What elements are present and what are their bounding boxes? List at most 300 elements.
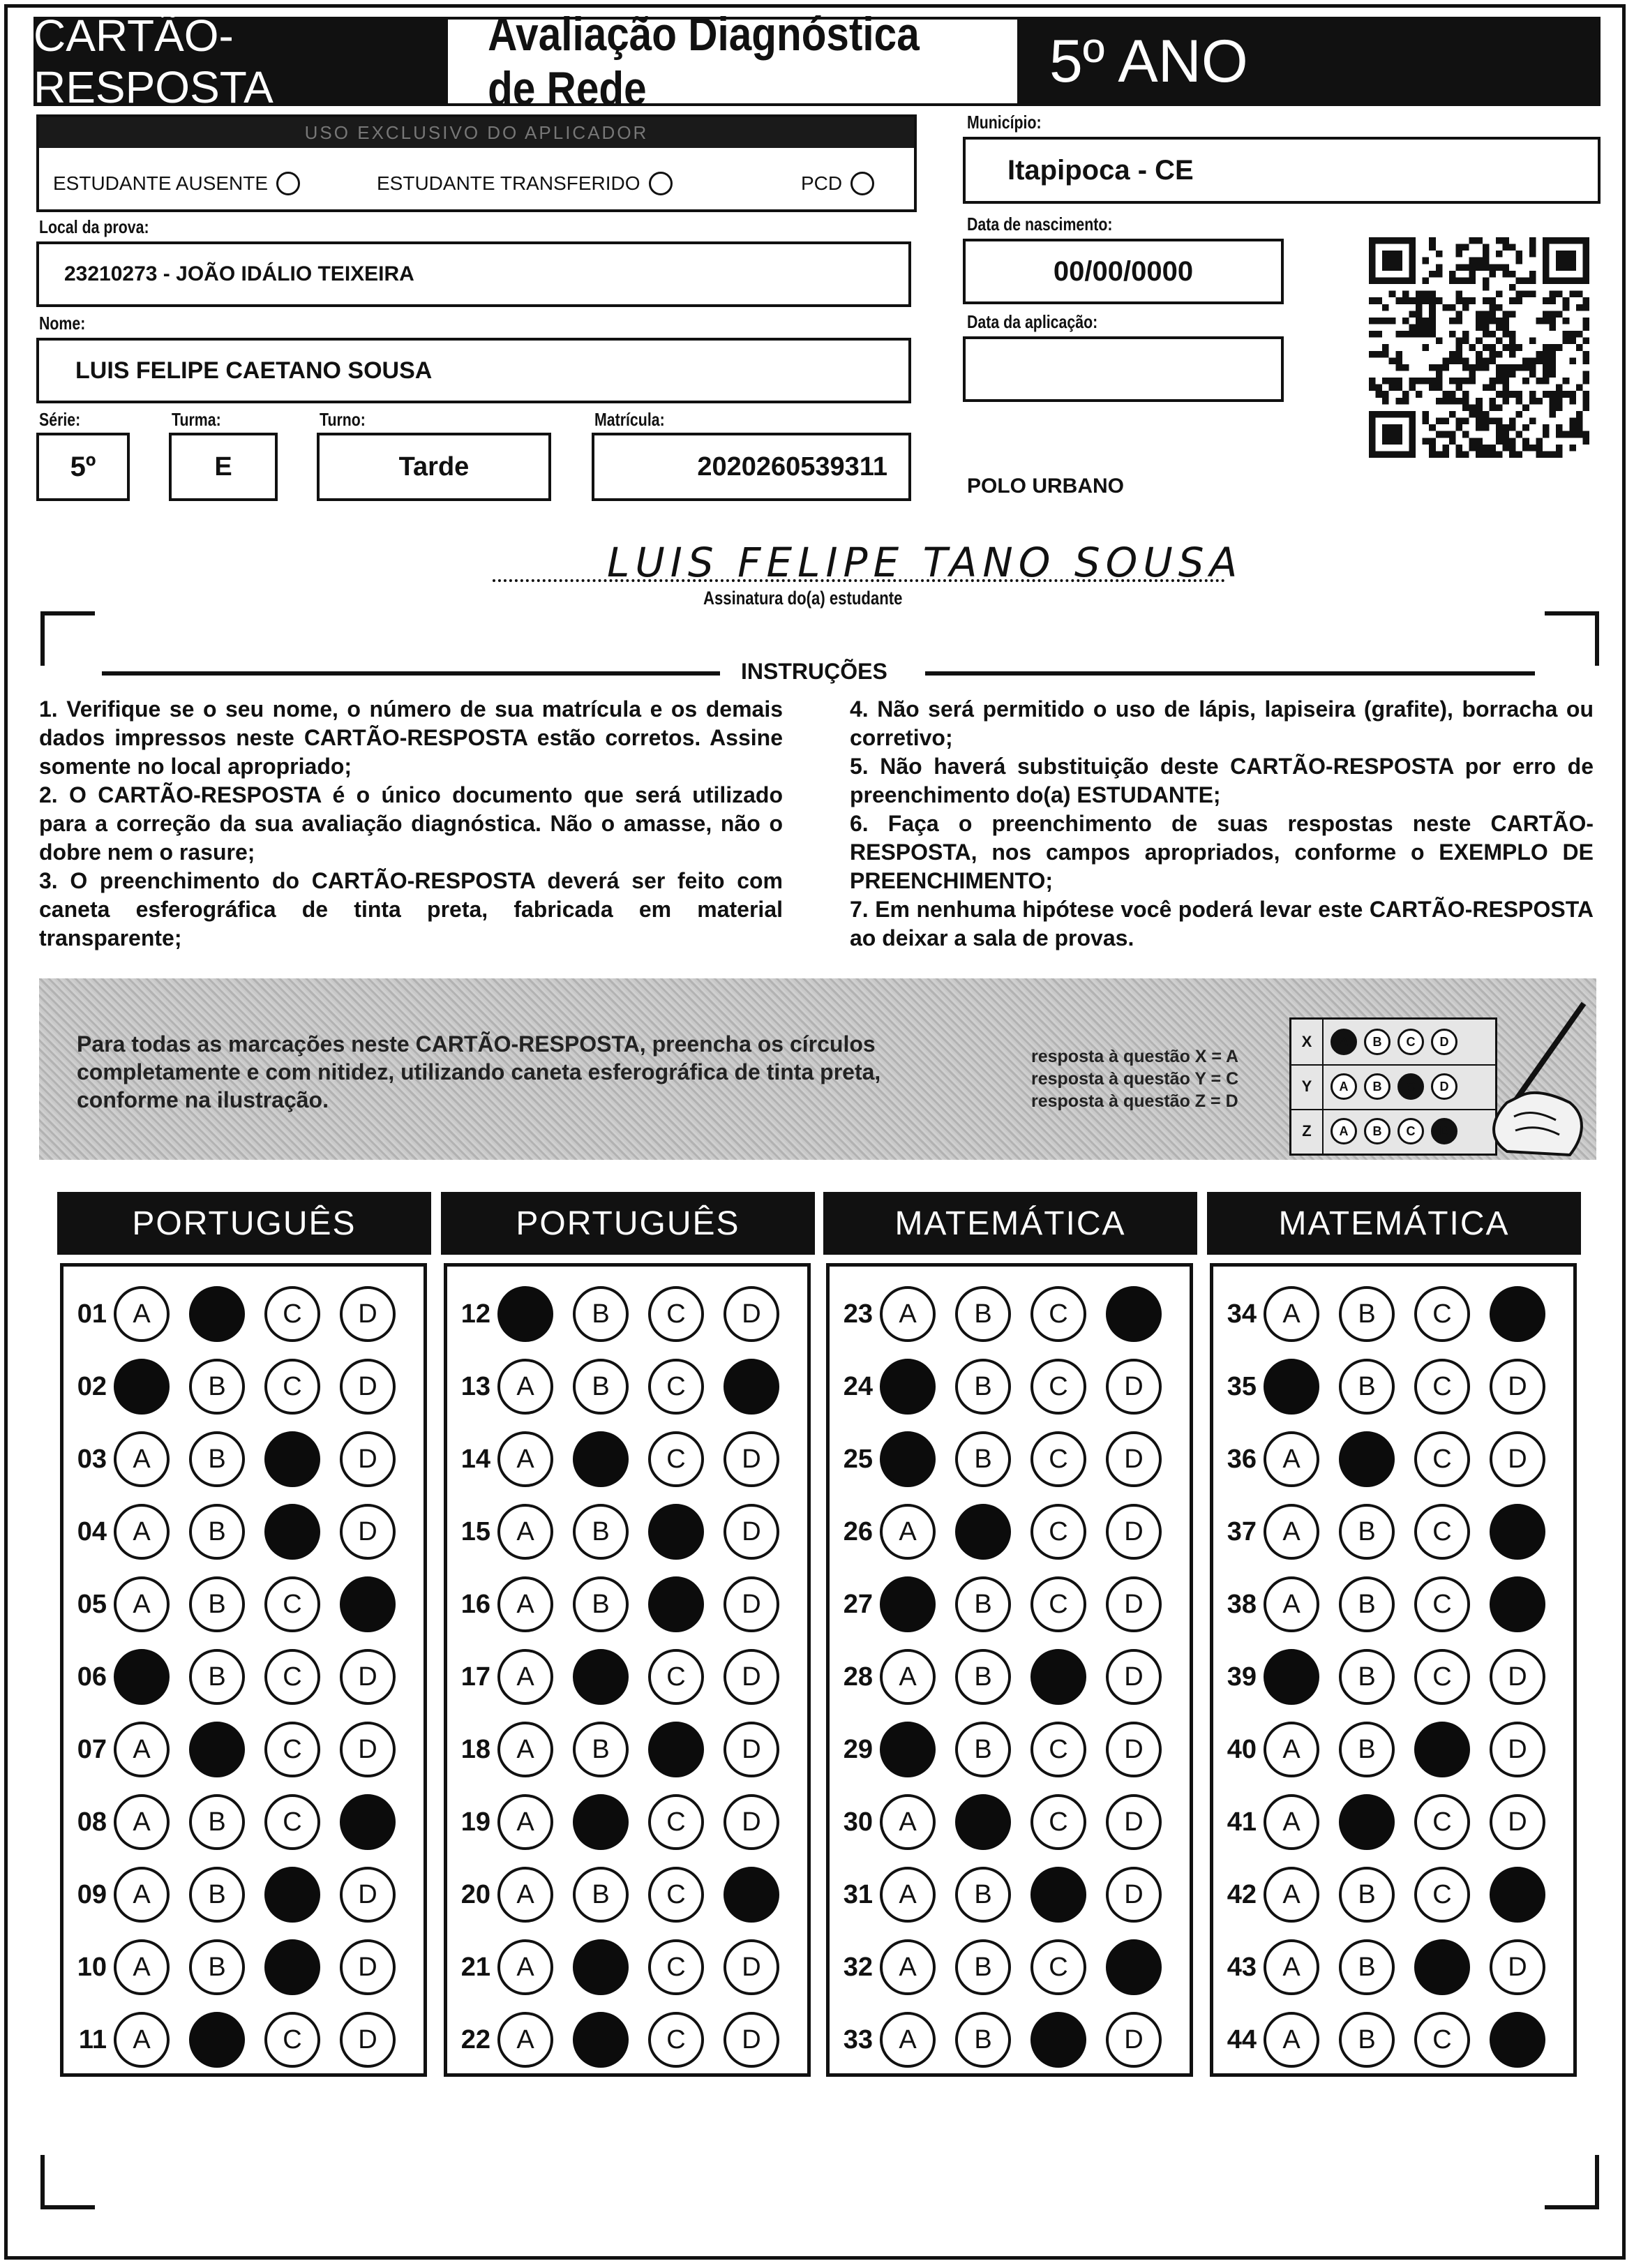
answer-bubble-d[interactable]: D — [340, 1431, 396, 1487]
serie-label: Série: — [39, 409, 81, 430]
instruction-item: 1. Verifique se o seu nome, o número de sua matrícula e os demais dados impressos neste CARTÃO-RESPOSTA estão corretos. Assine somente no local apropriado; — [39, 696, 783, 779]
exam-title-text: Avaliação Diagnóstica de Rede — [488, 8, 920, 115]
question-number: 26 — [843, 1516, 873, 1546]
example-bubble-d: D — [1431, 1073, 1457, 1100]
answer-bubble-c[interactable] — [264, 1939, 320, 1995]
answer-bubble-b[interactable]: B — [955, 1576, 1011, 1632]
answer-bubble-d[interactable]: D — [724, 1286, 779, 1342]
answer-bubble-c[interactable] — [1414, 1939, 1470, 1995]
answer-bubble-a[interactable]: A — [1264, 1431, 1319, 1487]
answer-bubble-c[interactable]: C — [1414, 1649, 1470, 1705]
answer-bubble-b[interactable]: B — [1339, 1649, 1395, 1705]
answer-bubble-d[interactable]: D — [340, 1359, 396, 1415]
signature-caption: Assinatura do(a) estudante — [703, 588, 903, 609]
question-row — [830, 1863, 1181, 1927]
answer-bubble-d[interactable] — [1106, 1286, 1162, 1342]
example-z-label: resposta à questão Z = D — [1031, 1091, 1238, 1111]
question-row — [63, 1355, 415, 1419]
question-row — [63, 1717, 415, 1782]
question-number: 01 — [77, 1299, 107, 1329]
answer-bubble-b[interactable] — [955, 1504, 1011, 1560]
answer-bubble-d[interactable]: D — [724, 1794, 779, 1850]
answer-bubble-a[interactable]: A — [1264, 1504, 1319, 1560]
instruction-item: 6. Faça o preenchimento de suas respostas neste CARTÃO-RESPOSTA, nos campos apropriados, conforme o EXEMPLO DE PREENCHIMENTO; — [850, 811, 1594, 893]
answer-bubble-b[interactable]: B — [573, 1576, 629, 1632]
answer-bubble-a[interactable] — [497, 1286, 553, 1342]
answer-bubble-d[interactable]: D — [1490, 1939, 1545, 1995]
answer-bubble-d[interactable]: D — [340, 1504, 396, 1560]
answer-bubble-b[interactable] — [955, 1794, 1011, 1850]
answer-bubble-b[interactable]: B — [1339, 1504, 1395, 1560]
answer-bubble-d[interactable] — [340, 1576, 396, 1632]
answer-bubble-c[interactable]: C — [264, 1286, 320, 1342]
answer-bubble-a[interactable]: A — [114, 1431, 170, 1487]
answer-bubble-a[interactable] — [880, 1722, 936, 1777]
example-bubble-c: C — [1397, 1029, 1424, 1055]
answer-bubble-d[interactable]: D — [1106, 1576, 1162, 1632]
question-row — [1213, 1935, 1565, 1999]
answer-bubble-a[interactable]: A — [880, 2012, 936, 2068]
answer-bubble-d[interactable]: D — [340, 1867, 396, 1923]
question-row — [447, 1645, 799, 1709]
answer-bubble-b[interactable]: B — [955, 1286, 1011, 1342]
answer-bubble-b[interactable] — [189, 2012, 245, 2068]
answer-bubble-d[interactable] — [340, 1794, 396, 1850]
question-number: 23 — [843, 1299, 873, 1329]
answer-bubble-a[interactable]: A — [497, 1867, 553, 1923]
answer-bubble-d[interactable] — [1106, 1939, 1162, 1995]
answer-bubble-b[interactable]: B — [189, 1939, 245, 1995]
answer-bubble-c[interactable] — [264, 1431, 320, 1487]
answer-bubble-a[interactable]: A — [1264, 2012, 1319, 2068]
nome-field — [36, 338, 911, 403]
answer-bubble-b[interactable]: B — [189, 1576, 245, 1632]
answer-bubble-c[interactable] — [264, 1867, 320, 1923]
turma-label: Turma: — [172, 409, 221, 430]
question-row — [447, 1717, 799, 1782]
answer-bubble-d[interactable]: D — [1490, 1431, 1545, 1487]
answer-bubble-d[interactable] — [724, 1867, 779, 1923]
answer-bubble-d[interactable]: D — [724, 1722, 779, 1777]
card-title: CARTÃO-RESPOSTA — [33, 17, 448, 106]
answer-bubble-b[interactable]: B — [955, 2012, 1011, 2068]
answer-bubble-a[interactable]: A — [497, 1939, 553, 1995]
answer-bubble-b[interactable]: B — [955, 1722, 1011, 1777]
question-number: 15 — [460, 1516, 490, 1546]
answer-bubble-c[interactable] — [1030, 2012, 1086, 2068]
answer-bubble-b[interactable]: B — [573, 1359, 629, 1415]
question-number: 04 — [77, 1516, 107, 1546]
answer-bubble-d[interactable]: D — [724, 1431, 779, 1487]
answer-bubble-c[interactable] — [264, 1504, 320, 1560]
answer-bubble-c[interactable] — [648, 1722, 704, 1777]
answer-bubble-d[interactable]: D — [724, 1504, 779, 1560]
question-row — [63, 1282, 415, 1346]
question-row — [447, 1935, 799, 1999]
example-row-key: Y — [1291, 1064, 1324, 1109]
matricula-label: Matrícula: — [594, 409, 665, 430]
answer-bubble-d[interactable]: D — [724, 1939, 779, 1995]
answer-bubble-c[interactable]: C — [1414, 2012, 1470, 2068]
answer-bubble-b[interactable]: B — [955, 1431, 1011, 1487]
answer-bubble-c[interactable]: C — [264, 1576, 320, 1632]
question-number: 20 — [460, 1879, 490, 1909]
answer-bubble-b[interactable] — [573, 1794, 629, 1850]
answer-bubble-a[interactable]: A — [497, 1431, 553, 1487]
answer-bubble-c[interactable] — [1414, 1722, 1470, 1777]
example-bubble-a: A — [1331, 1118, 1357, 1144]
answer-bubble-c[interactable]: C — [1030, 1359, 1086, 1415]
answer-bubble-c[interactable]: C — [648, 1286, 704, 1342]
answer-bubble-c[interactable]: C — [648, 1939, 704, 1995]
question-number: 31 — [843, 1879, 873, 1909]
transferido-circle[interactable] — [649, 172, 673, 195]
question-row — [63, 1863, 415, 1927]
answer-bubble-d[interactable]: D — [340, 1649, 396, 1705]
answer-bubble-c[interactable]: C — [1414, 1431, 1470, 1487]
answer-column — [1210, 1263, 1577, 2077]
answer-bubble-d[interactable]: D — [1490, 1649, 1545, 1705]
instruction-item: 7. Em nenhuma hipótese você poderá levar este CARTÃO-RESPOSTA ao deixar a sala de provas. — [850, 897, 1594, 950]
answer-bubble-b[interactable]: B — [1339, 1939, 1395, 1995]
answer-bubble-a[interactable]: A — [1264, 1794, 1319, 1850]
answer-bubble-d[interactable]: D — [1490, 1722, 1545, 1777]
example-bubble-a: A — [1331, 1029, 1357, 1055]
answer-bubble-d[interactable]: D — [340, 1286, 396, 1342]
nascimento-field — [963, 239, 1284, 304]
question-row — [447, 1355, 799, 1419]
turno-label: Turno: — [320, 409, 366, 430]
municipio-label: Município: — [967, 112, 1042, 133]
answer-bubble-a[interactable]: A — [497, 1359, 553, 1415]
question-row — [63, 1500, 415, 1564]
answer-bubble-b[interactable] — [573, 1939, 629, 1995]
example-bubble-a: A — [1331, 1073, 1357, 1100]
answer-bubble-a[interactable]: A — [114, 1722, 170, 1777]
answer-bubble-d[interactable]: D — [724, 1649, 779, 1705]
answer-bubble-b[interactable]: B — [1339, 1867, 1395, 1923]
question-number: 02 — [77, 1371, 107, 1401]
answer-bubble-c[interactable]: C — [264, 2012, 320, 2068]
answer-bubble-b[interactable]: B — [573, 1867, 629, 1923]
example-bubble-b: B — [1364, 1029, 1391, 1055]
question-number: 24 — [843, 1371, 873, 1401]
question-number: 41 — [1227, 1807, 1257, 1837]
answer-bubble-a[interactable]: A — [880, 1794, 936, 1850]
answer-bubble-c[interactable]: C — [1030, 1286, 1086, 1342]
question-row — [1213, 1863, 1565, 1927]
answer-bubble-c[interactable]: C — [1414, 1867, 1470, 1923]
answer-bubble-b[interactable] — [573, 2012, 629, 2068]
answer-bubble-c[interactable]: C — [1030, 1576, 1086, 1632]
answer-bubble-b[interactable] — [573, 1431, 629, 1487]
answer-bubble-d[interactable] — [724, 1359, 779, 1415]
answer-bubble-a[interactable]: A — [114, 1504, 170, 1560]
answer-bubble-c[interactable]: C — [648, 1649, 704, 1705]
answer-bubble-a[interactable]: A — [114, 1576, 170, 1632]
answer-bubble-d[interactable] — [1490, 1867, 1545, 1923]
answer-bubble-a[interactable]: A — [497, 1794, 553, 1850]
banner-text: Para todas as marcações neste CARTÃO-RESPOSTA, preencha os círculos completamente e com nitidez, utilizando caneta esferográfica de tinta preta, conforme na ilustração. — [77, 1031, 881, 1112]
answer-bubble-d[interactable] — [1490, 1576, 1545, 1632]
answer-bubble-a[interactable]: A — [497, 1649, 553, 1705]
answer-bubble-b[interactable]: B — [573, 1286, 629, 1342]
answer-bubble-d[interactable]: D — [1106, 1649, 1162, 1705]
question-row — [447, 1282, 799, 1346]
answer-bubble-b[interactable] — [1339, 1431, 1395, 1487]
local-field — [36, 241, 911, 307]
answer-bubble-c[interactable]: C — [1414, 1359, 1470, 1415]
answer-bubble-b[interactable] — [189, 1722, 245, 1777]
answer-bubble-c[interactable]: C — [648, 2012, 704, 2068]
question-row — [1213, 1355, 1565, 1419]
question-row — [447, 1427, 799, 1491]
question-number: 34 — [1227, 1299, 1257, 1329]
section-title: MATEMÁTICA — [1207, 1192, 1581, 1255]
answer-bubble-a[interactable] — [880, 1431, 936, 1487]
answer-bubble-d[interactable]: D — [340, 1939, 396, 1995]
answer-bubble-b[interactable]: B — [1339, 1359, 1395, 1415]
local-label: Local da prova: — [39, 216, 149, 237]
answer-bubble-a[interactable]: A — [114, 1794, 170, 1850]
question-row — [830, 1427, 1181, 1491]
answer-bubble-b[interactable]: B — [189, 1649, 245, 1705]
answer-bubble-b[interactable] — [573, 1649, 629, 1705]
answer-bubble-c[interactable]: C — [264, 1649, 320, 1705]
answer-bubble-b[interactable]: B — [955, 1359, 1011, 1415]
answer-bubble-b[interactable]: B — [189, 1431, 245, 1487]
answer-bubble-a[interactable]: A — [497, 1504, 553, 1560]
answer-bubble-d[interactable]: D — [1106, 1722, 1162, 1777]
instructions-left — [39, 695, 783, 953]
answer-bubble-a[interactable]: A — [114, 1286, 170, 1342]
question-row — [447, 1790, 799, 1854]
local-value: 23210273 - JOÃO IDÁLIO TEIXEIRA — [64, 262, 414, 285]
answer-bubble-a[interactable]: A — [1264, 1722, 1319, 1777]
answer-bubble-c[interactable]: C — [648, 1794, 704, 1850]
question-number: 32 — [843, 1952, 873, 1982]
answer-bubble-c[interactable]: C — [1030, 1722, 1086, 1777]
question-row — [830, 1645, 1181, 1709]
matricula-value: 2020260539311 — [697, 452, 887, 482]
answer-bubble-d[interactable]: D — [340, 2012, 396, 2068]
answer-bubble-a[interactable]: A — [114, 1939, 170, 1995]
municipio-field — [963, 137, 1601, 204]
question-number: 38 — [1227, 1589, 1257, 1619]
question-row — [830, 1717, 1181, 1782]
question-row — [830, 2008, 1181, 2072]
answer-bubble-b[interactable] — [189, 1286, 245, 1342]
qr-code-icon — [1369, 237, 1589, 458]
answer-bubble-a[interactable]: A — [1264, 1939, 1319, 1995]
answer-bubble-c[interactable]: C — [1414, 1576, 1470, 1632]
answer-bubble-c[interactable] — [1030, 1867, 1086, 1923]
section-title: PORTUGUÊS — [441, 1192, 815, 1255]
question-row — [447, 1500, 799, 1564]
question-number: 14 — [460, 1444, 490, 1474]
answer-bubble-c[interactable]: C — [648, 1867, 704, 1923]
section-title: MATEMÁTICA — [823, 1192, 1197, 1255]
answer-bubble-a[interactable]: A — [1264, 1867, 1319, 1923]
question-row — [1213, 1427, 1565, 1491]
aplicacao-field[interactable] — [963, 336, 1284, 402]
answer-bubble-b[interactable]: B — [1339, 2012, 1395, 2068]
answer-bubble-c[interactable]: C — [264, 1794, 320, 1850]
question-number: 19 — [460, 1807, 490, 1837]
answer-bubble-c[interactable]: C — [1414, 1286, 1470, 1342]
answer-bubble-a[interactable] — [114, 1649, 170, 1705]
answer-bubble-d[interactable]: D — [724, 2012, 779, 2068]
section-title: PORTUGUÊS — [57, 1192, 431, 1255]
answer-bubble-a[interactable]: A — [880, 1504, 936, 1560]
ausente-label: ESTUDANTE AUSENTE — [53, 172, 269, 194]
grade-banner: 5º ANO — [1017, 17, 1601, 106]
answer-bubble-c[interactable]: C — [1030, 1431, 1086, 1487]
answer-bubble-d[interactable]: D — [1106, 2012, 1162, 2068]
question-row — [830, 1282, 1181, 1346]
answer-bubble-c[interactable]: C — [1414, 1504, 1470, 1560]
answer-bubble-b[interactable]: B — [955, 1939, 1011, 1995]
answer-column — [826, 1263, 1193, 2077]
question-row — [63, 1427, 415, 1491]
ausente-option[interactable] — [53, 172, 300, 195]
example-x-label: resposta à questão X = A — [1031, 1047, 1239, 1066]
answer-bubble-d[interactable] — [1490, 2012, 1545, 2068]
answer-bubble-d[interactable]: D — [340, 1722, 396, 1777]
nascimento-value: 00/00/0000 — [1053, 255, 1194, 287]
matricula-field — [592, 433, 911, 501]
question-row — [1213, 1500, 1565, 1564]
answer-bubble-a[interactable]: A — [114, 2012, 170, 2068]
answer-bubble-d[interactable] — [1490, 1504, 1545, 1560]
question-row — [830, 1790, 1181, 1854]
answer-bubble-b[interactable]: B — [189, 1359, 245, 1415]
question-number: 37 — [1227, 1516, 1257, 1546]
instruction-item: 4. Não será permitido o uso de lápis, lapiseira (grafite), borracha ou corretivo; — [850, 696, 1594, 750]
answer-bubble-c[interactable]: C — [264, 1359, 320, 1415]
signature-handwriting: LUIS FELIPE TANO SOUSA — [607, 539, 1243, 586]
question-number: 42 — [1227, 1879, 1257, 1909]
answer-bubble-b[interactable]: B — [1339, 1286, 1395, 1342]
answer-bubble-b[interactable]: B — [189, 1504, 245, 1560]
answer-bubble-d[interactable]: D — [1106, 1504, 1162, 1560]
answer-bubble-a[interactable]: A — [880, 1649, 936, 1705]
example-y-label: resposta à questão Y = C — [1031, 1069, 1239, 1089]
answer-bubble-c[interactable]: C — [648, 1359, 704, 1415]
answer-bubble-a[interactable]: A — [497, 1722, 553, 1777]
answer-bubble-b[interactable]: B — [1339, 1576, 1395, 1632]
question-number: 29 — [843, 1734, 873, 1764]
question-number: 05 — [77, 1589, 107, 1619]
instructions-rule-right — [925, 671, 1535, 676]
question-number: 08 — [77, 1807, 107, 1837]
instruction-item: 3. O preenchimento do CARTÃO-RESPOSTA deverá ser feito com caneta esferográfica de tinta preta, fabricada em material transparente; — [39, 868, 783, 950]
answer-bubble-c[interactable]: C — [1030, 1504, 1086, 1560]
answer-bubble-a[interactable]: A — [114, 1867, 170, 1923]
answer-bubble-b[interactable]: B — [955, 1649, 1011, 1705]
question-number: 10 — [77, 1952, 107, 1982]
answer-bubble-b[interactable]: B — [573, 1722, 629, 1777]
answer-bubble-d[interactable]: D — [1106, 1431, 1162, 1487]
answer-bubble-d[interactable]: D — [1106, 1359, 1162, 1415]
answer-bubble-a[interactable] — [1264, 1359, 1319, 1415]
answer-bubble-a[interactable] — [1264, 1649, 1319, 1705]
answer-bubble-c[interactable]: C — [1030, 1939, 1086, 1995]
corner-mark-bottom-right — [1545, 2155, 1599, 2209]
question-row — [1213, 1282, 1565, 1346]
answer-bubble-c[interactable] — [648, 1576, 704, 1632]
question-number: 17 — [460, 1662, 490, 1692]
transferido-option[interactable] — [377, 172, 673, 195]
ausente-circle[interactable] — [276, 172, 300, 195]
answer-bubble-c[interactable]: C — [1414, 1794, 1470, 1850]
question-number: 43 — [1227, 1952, 1257, 1982]
question-row — [830, 1355, 1181, 1419]
answer-bubble-a[interactable]: A — [880, 1867, 936, 1923]
question-number: 06 — [77, 1662, 107, 1692]
answer-bubble-a[interactable] — [880, 1576, 936, 1632]
answer-bubble-a[interactable]: A — [880, 1939, 936, 1995]
answer-bubble-d[interactable]: D — [1106, 1794, 1162, 1850]
answer-bubble-d[interactable] — [1490, 1286, 1545, 1342]
answer-bubble-a[interactable]: A — [497, 1576, 553, 1632]
answer-bubble-d[interactable]: D — [724, 1576, 779, 1632]
answer-column — [444, 1263, 811, 2077]
question-number: 09 — [77, 1879, 107, 1909]
question-number: 03 — [77, 1444, 107, 1474]
instructions-right — [850, 695, 1594, 953]
pcd-option[interactable] — [801, 172, 874, 195]
answer-bubble-a[interactable]: A — [1264, 1576, 1319, 1632]
instructions-title: INSTRUÇÕES — [741, 659, 887, 684]
pcd-circle[interactable] — [850, 172, 874, 195]
question-row — [63, 1935, 415, 1999]
answer-bubble-b[interactable]: B — [955, 1867, 1011, 1923]
answer-bubble-a[interactable]: A — [1264, 1286, 1319, 1342]
corner-mark-bottom-left — [40, 2155, 95, 2209]
instructions-rule-left — [102, 671, 720, 676]
answer-bubble-d[interactable]: D — [1490, 1359, 1545, 1415]
answer-bubble-a[interactable]: A — [880, 1286, 936, 1342]
question-row — [447, 1863, 799, 1927]
answer-bubble-b[interactable]: B — [573, 1504, 629, 1560]
answer-bubble-c[interactable]: C — [264, 1722, 320, 1777]
answer-bubble-b[interactable]: B — [189, 1867, 245, 1923]
answer-bubble-d[interactable]: D — [1106, 1867, 1162, 1923]
answer-bubble-c[interactable]: C — [648, 1431, 704, 1487]
answer-bubble-c[interactable] — [1030, 1649, 1086, 1705]
answer-bubble-a[interactable] — [114, 1359, 170, 1415]
nome-value: LUIS FELIPE CAETANO SOUSA — [75, 357, 433, 384]
turno-field — [317, 433, 551, 501]
question-row — [1213, 1717, 1565, 1782]
question-row — [830, 1572, 1181, 1636]
answer-bubble-b[interactable] — [1339, 1794, 1395, 1850]
answer-bubble-b[interactable]: B — [1339, 1722, 1395, 1777]
question-number: 22 — [460, 2024, 490, 2054]
answer-bubble-d[interactable]: D — [1490, 1794, 1545, 1850]
question-number: 30 — [843, 1807, 873, 1837]
question-row — [830, 1500, 1181, 1564]
answer-bubble-a[interactable] — [880, 1359, 936, 1415]
example-bubble-c: C — [1397, 1118, 1424, 1144]
question-row — [1213, 1645, 1565, 1709]
answer-bubble-b[interactable]: B — [189, 1794, 245, 1850]
answer-bubble-a[interactable]: A — [497, 2012, 553, 2068]
answer-bubble-c[interactable]: C — [1030, 1794, 1086, 1850]
answer-bubble-c[interactable] — [648, 1504, 704, 1560]
question-number: 28 — [843, 1662, 873, 1692]
